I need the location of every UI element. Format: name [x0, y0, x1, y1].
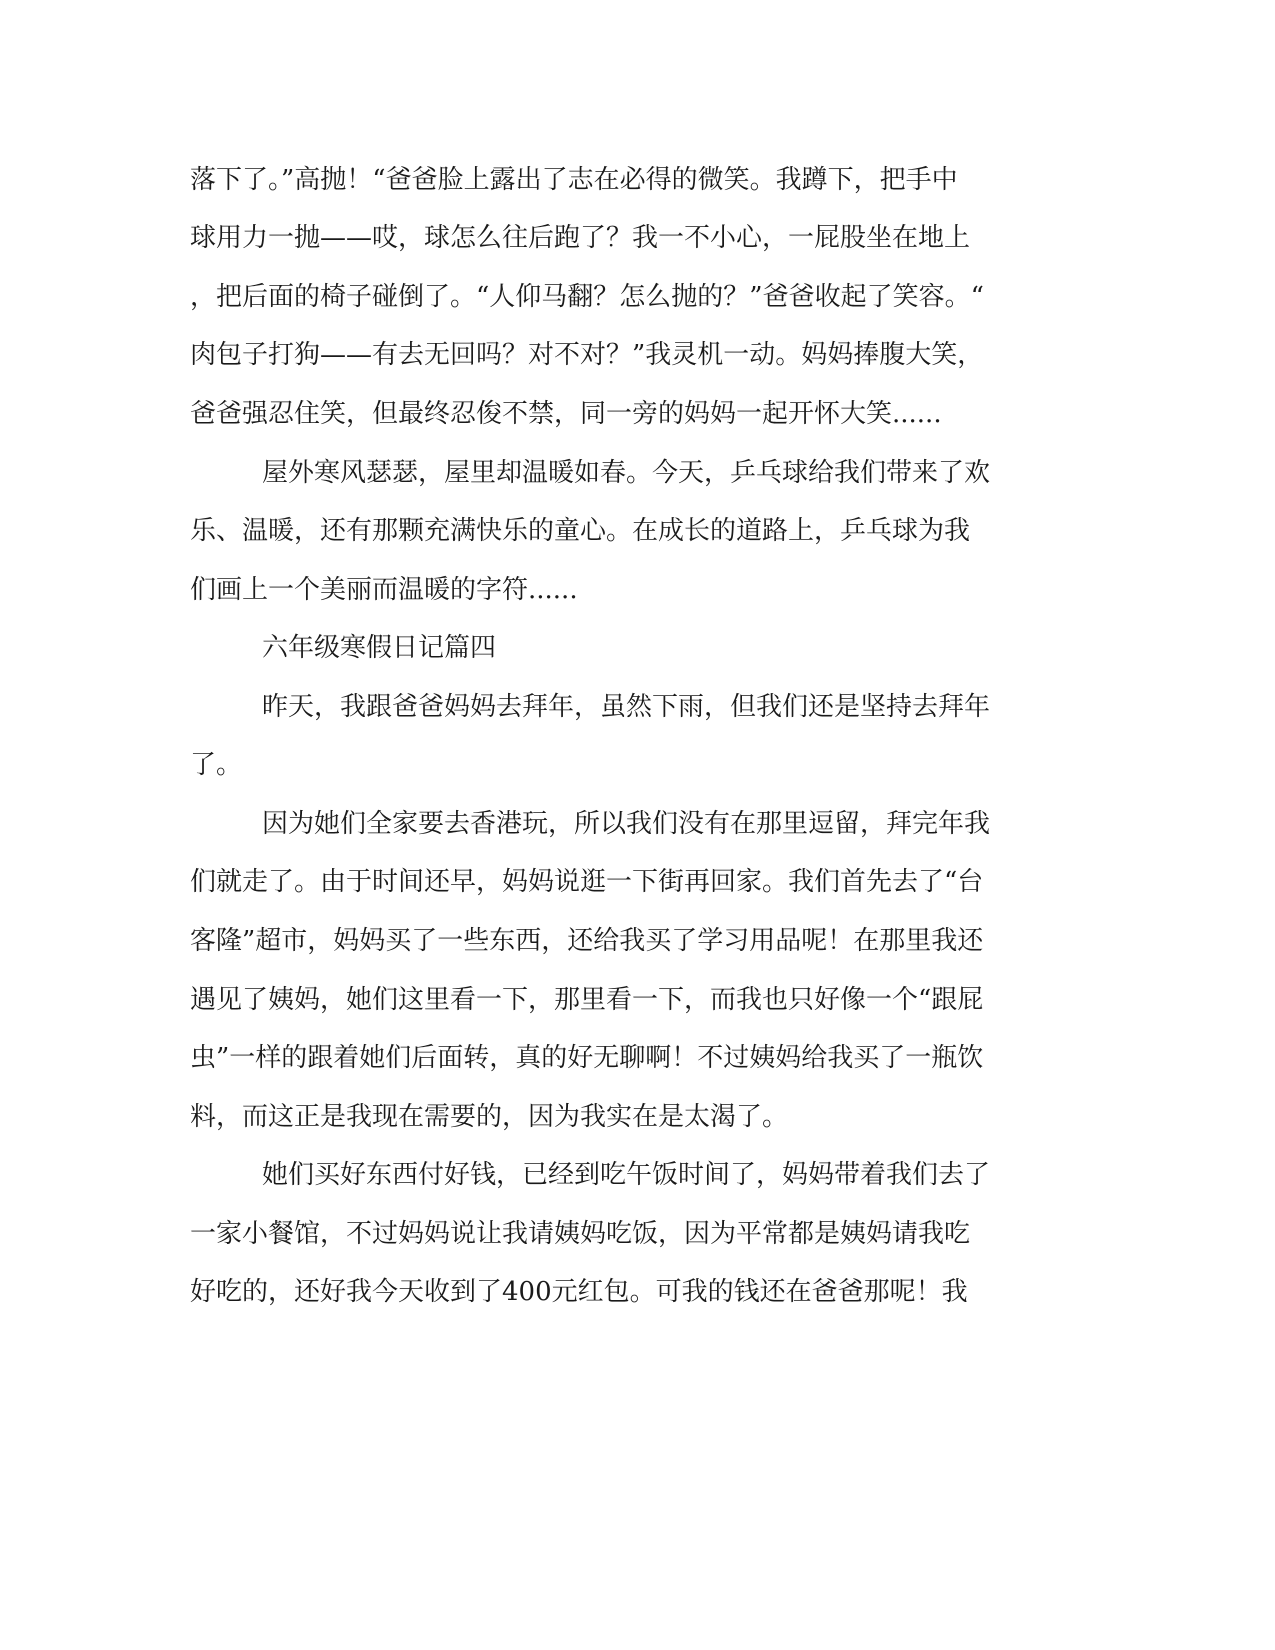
- section-heading: 六年级寒假日记篇四: [262, 633, 497, 663]
- text-line: 虫”一样的跟着她们后面转，真的好无聊啊！不过姨妈给我买了一瓶饮: [190, 1043, 984, 1073]
- text-line: 屋外寒风瑟瑟，屋里却温暖如春。今天，乒乓球给我们带来了欢: [262, 458, 991, 488]
- text-line: 球用力一抛——哎，球怎么往后跑了？我一不小心，一屁股坐在地上: [190, 223, 971, 253]
- text-line: 一家小餐馆，不过妈妈说让我请姨妈吃饭，因为平常都是姨妈请我吃: [190, 1219, 971, 1249]
- text-line: 遇见了姨妈，她们这里看一下，那里看一下，而我也只好像一个“跟屁: [190, 985, 984, 1015]
- text-line: 客隆”超市，妈妈买了一些东西，还给我买了学习用品呢！在那里我还: [190, 926, 984, 956]
- text-line: 乐、温暖，还有那颗充满快乐的童心。在成长的道路上，乒乓球为我: [190, 516, 971, 546]
- text-line: 昨天，我跟爸爸妈妈去拜年，虽然下雨，但我们还是坚持去拜年: [262, 692, 991, 722]
- text-line: 料，而这正是我现在需要的，因为我实在是太渴了。: [190, 1102, 789, 1132]
- text-line: 好吃的，还好我今天收到了400元红包。可我的钱还在爸爸那呢！我: [190, 1277, 968, 1307]
- text-line: 肉包子打狗——有去无回吗？对不对？”我灵机一动。妈妈捧腹大笑，: [190, 340, 984, 370]
- text-line: 因为她们全家要去香港玩，所以我们没有在那里逗留，拜完年我: [262, 809, 991, 839]
- text-line: 她们买好东西付好钱，已经到吃午饭时间了，妈妈带着我们去了: [262, 1160, 991, 1190]
- text-line: 们就走了。由于时间还早，妈妈说逛一下街再回家。我们首先去了“台: [190, 867, 984, 897]
- text-line: 爸爸强忍住笑，但最终忍俊不禁，同一旁的妈妈一起开怀大笑......: [190, 399, 942, 429]
- text-line: 落下了。”高抛！“爸爸脸上露出了志在必得的微笑。我蹲下，把手中: [190, 165, 958, 195]
- text-line: 了。: [190, 750, 243, 780]
- text-line: ，把后面的椅子碰倒了。“人仰马翻？怎么抛的？”爸爸收起了笑容。“: [190, 282, 984, 312]
- text-line: 们画上一个美丽而温暖的字符......: [190, 575, 578, 605]
